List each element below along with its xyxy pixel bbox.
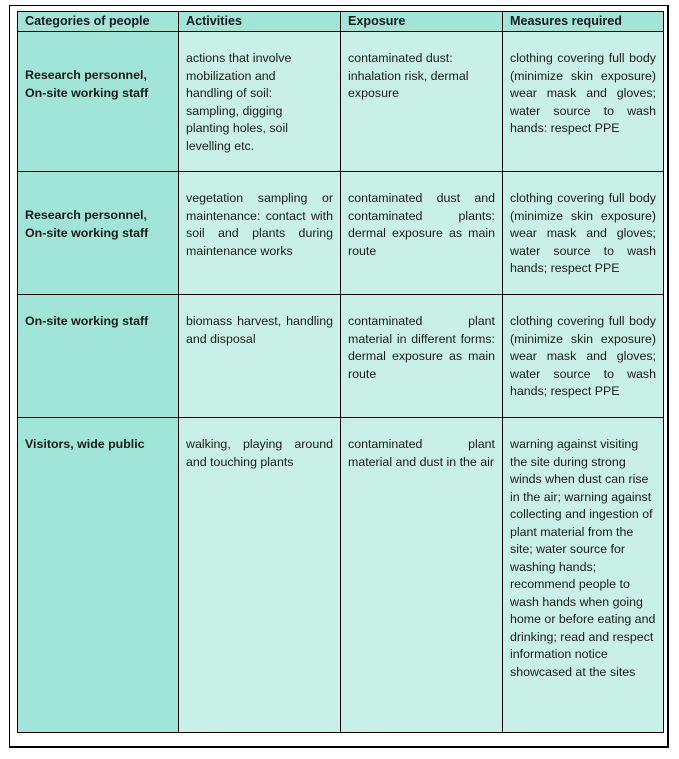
table-row: [18, 32, 664, 172]
activities-cell: [179, 32, 341, 172]
measures-text: warning against visiting the site during strong winds when dust can rise in the air; warning against collecting and ingestion of plant material from the site; water source for washing hands; recommend people to wash hands when going home or before eating and drinking; read and respect information notice showcased at the sites: [510, 437, 656, 679]
exposure-text: contaminated dust: inhalation risk, dermal exposure: [348, 51, 469, 100]
table-row: [18, 418, 664, 733]
category-text: Research personnel, On-site working staff: [25, 68, 149, 100]
table-row: [18, 295, 664, 418]
header-categories: Categories of people: [18, 12, 179, 32]
category-cell: [18, 172, 179, 295]
category-text: Visitors, wide public: [25, 437, 145, 451]
exposure-text: contaminated plant material in different forms: dermal exposure as main route: [348, 314, 495, 381]
activities-text: biomass harvest, handling and disposal: [186, 314, 333, 346]
measures-text: clothing covering full body (minimize skin exposure) wear mask and gloves; water source to wash hands: respect PPE: [510, 51, 656, 135]
activities-cell: [179, 295, 341, 418]
exposure-cell: [341, 295, 503, 418]
exposure-text: contaminated dust and contaminated plants: dermal exposure as main route: [348, 191, 495, 258]
measures-text: clothing covering full body (minimize skin exposure) wear mask and gloves; water source to wash hands; respect PPE: [510, 191, 656, 275]
exposure-measures-table: [17, 11, 664, 733]
category-cell: [18, 295, 179, 418]
table-row: [18, 172, 664, 295]
activities-text: actions that involve mobilization and handling of soil: sampling, digging planting holes, soil levelling etc.: [186, 51, 292, 153]
category-cell: [18, 32, 179, 172]
exposure-cell: [341, 418, 503, 733]
activities-text: walking, playing around and touching plants: [186, 437, 333, 469]
measures-text: clothing covering full body (minimize skin exposure) wear mask and gloves; water source to wash hands; respect PPE: [510, 314, 656, 398]
category-cell: [18, 418, 179, 733]
activities-cell: [179, 172, 341, 295]
category-text: On-site working staff: [25, 314, 149, 328]
measures-cell: [503, 418, 664, 733]
exposure-text: contaminated plant material and dust in the air: [348, 437, 495, 469]
header-exposure: Exposure: [341, 12, 503, 32]
exposure-cell: [341, 32, 503, 172]
header-measures: Measures required: [503, 12, 664, 32]
activities-text: vegetation sampling or maintenance: contact with soil and plants during maintenance works: [186, 191, 333, 258]
measures-cell: [503, 32, 664, 172]
measures-cell: [503, 172, 664, 295]
exposure-cell: [341, 172, 503, 295]
header-activities: Activities: [179, 12, 341, 32]
activities-cell: [179, 418, 341, 733]
table-header-row: [18, 12, 664, 32]
measures-cell: [503, 295, 664, 418]
category-text: Research personnel, On-site working staff: [25, 208, 149, 240]
